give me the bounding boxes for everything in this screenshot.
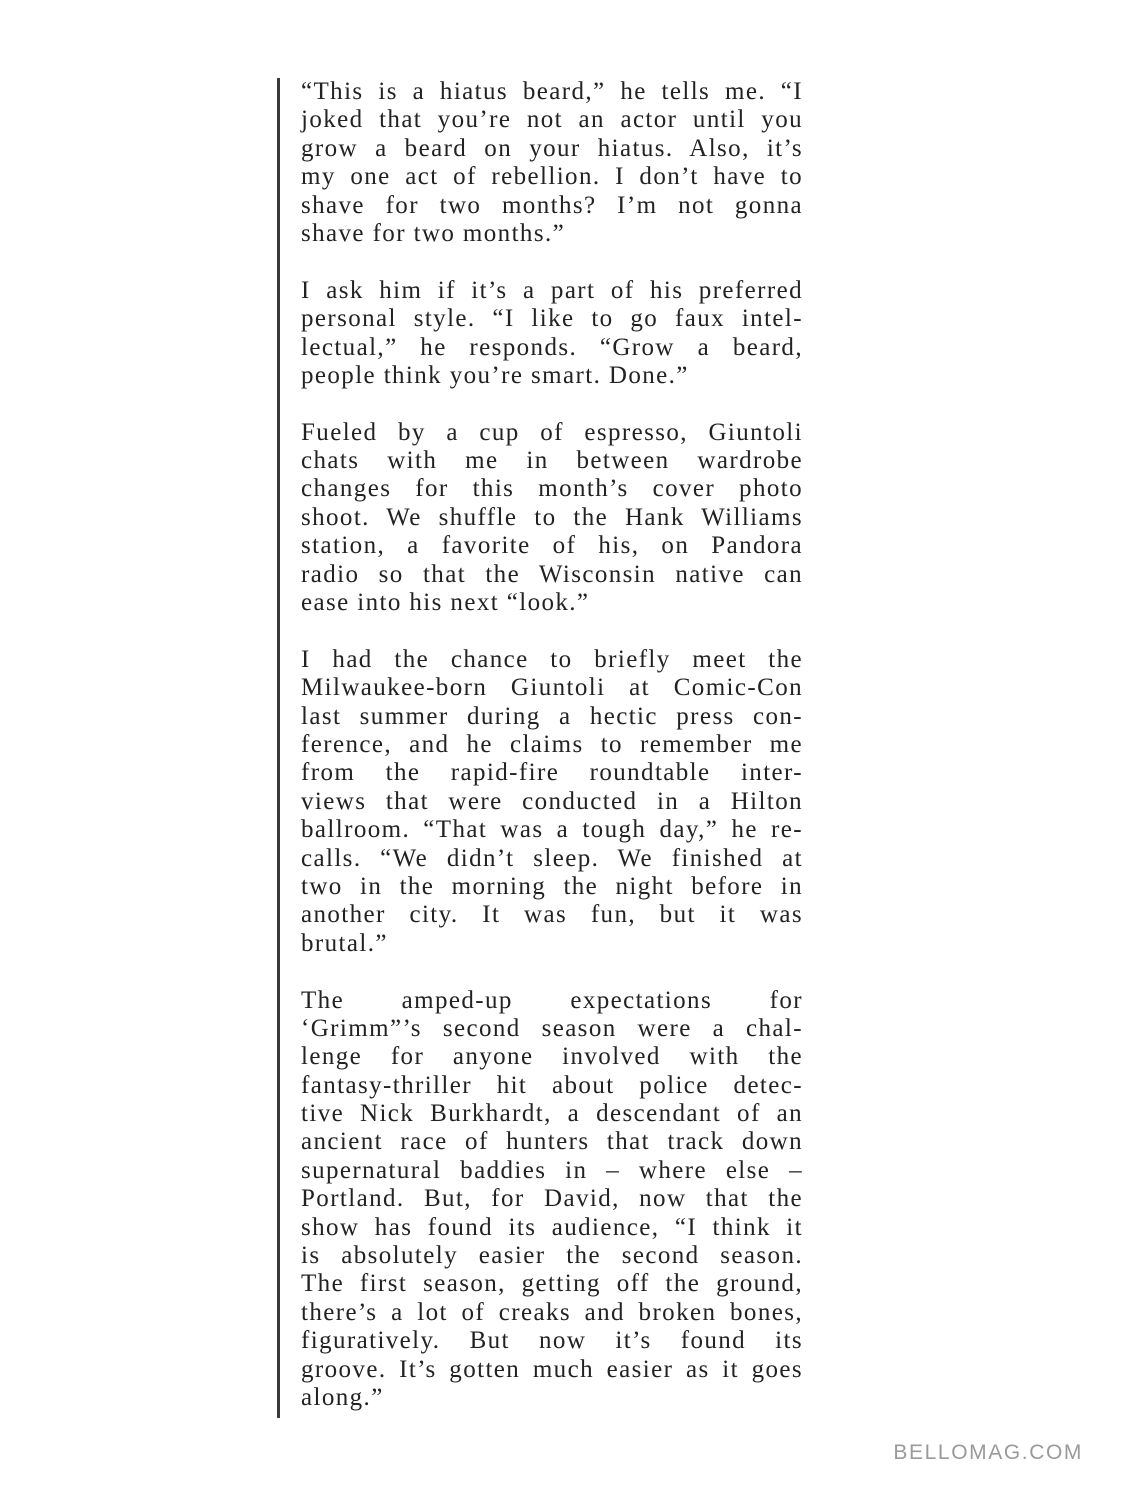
text-line: shoot. We shuffle to the Hank Williams (301, 503, 803, 531)
text-line: Portland. But, for David, now that the (301, 1185, 803, 1213)
text-line: shave for two months? I’m not gonna (301, 191, 803, 219)
text-line: joked that you’re not an actor until you (301, 106, 803, 134)
text-line: groove. It’s gotten much easier as it goes (301, 1355, 803, 1383)
text-line: ‘Grimm”’s second season were a chal- (301, 1014, 803, 1042)
text-line: “This is a hiatus beard,” he tells me. “I (301, 78, 803, 105)
text-line: ballroom. “That was a tough day,” he re- (301, 816, 803, 844)
text-line: views that were conducted in a Hilton (301, 787, 803, 815)
text-line: ference, and he claims to remember me (301, 730, 803, 758)
text-line: show has found its audience, “I think it (301, 1213, 803, 1241)
text-line: figuratively. But now it’s found its (301, 1327, 803, 1355)
text-line: chats with me in between wardrobe (301, 447, 803, 475)
text-line: shave for two months.” (301, 219, 566, 247)
text-line: lectual,” he responds. “Grow a beard, (301, 333, 803, 361)
text-line: personal style. “I like to go faux intel- (301, 305, 803, 333)
text-line: tive Nick Burkhardt, a descendant of an (301, 1100, 803, 1128)
text-line: last summer during a hectic press con- (301, 702, 803, 730)
paragraph (301, 78, 803, 248)
text-line: people think you’re smart. Done.” (301, 361, 689, 389)
text-line: radio so that the Wisconsin native can (301, 560, 803, 588)
pull-rule (277, 78, 280, 1418)
text-line: grow a beard on your hiatus. Also, it’s (301, 134, 803, 162)
text-line: ancient race of hunters that track down (301, 1128, 803, 1156)
text-line: supernatural baddies in – where else – (301, 1156, 803, 1184)
paragraph (301, 987, 803, 1413)
text-line: station, a favorite of his, on Pandora (301, 532, 803, 560)
text-line: along.” (301, 1383, 384, 1411)
text-line: brutal.” (301, 929, 388, 957)
text-line: there’s a lot of creaks and broken bones, (301, 1298, 803, 1326)
text-line: lenge for anyone involved with the (301, 1043, 803, 1071)
text-line: fantasy-thriller hit about police detec- (301, 1071, 803, 1099)
article-body (301, 78, 803, 1412)
text-line: ease into his next “look.” (301, 589, 590, 617)
paragraph (301, 277, 803, 391)
paragraph (301, 419, 803, 618)
text-line: Milwaukee-born Giuntoli at Comic-Con (301, 674, 803, 702)
paragraph (301, 646, 803, 958)
text-line: I ask him if it’s a part of his preferred (301, 276, 803, 304)
text-line: calls. “We didn’t sleep. We finished at (301, 844, 803, 872)
text-line: changes for this month’s cover photo (301, 475, 803, 503)
text-line: is absolutely easier the second season. (301, 1242, 803, 1270)
text-line: from the rapid-fire roundtable inter- (301, 759, 803, 787)
text-line: I had the chance to briefly meet the (301, 645, 803, 673)
text-line: The first season, getting off the ground, (301, 1270, 803, 1298)
text-line: The amped-up expectations for (301, 986, 803, 1014)
text-line: two in the morning the night before in (301, 872, 803, 900)
text-line: my one act of rebellion. I don’t have to (301, 163, 803, 191)
text-line: another city. It was fun, but it was (301, 901, 803, 929)
text-line: Fueled by a cup of espresso, Giuntoli (301, 418, 803, 446)
site-watermark: BELLOMAG.COM (893, 1441, 1083, 1464)
